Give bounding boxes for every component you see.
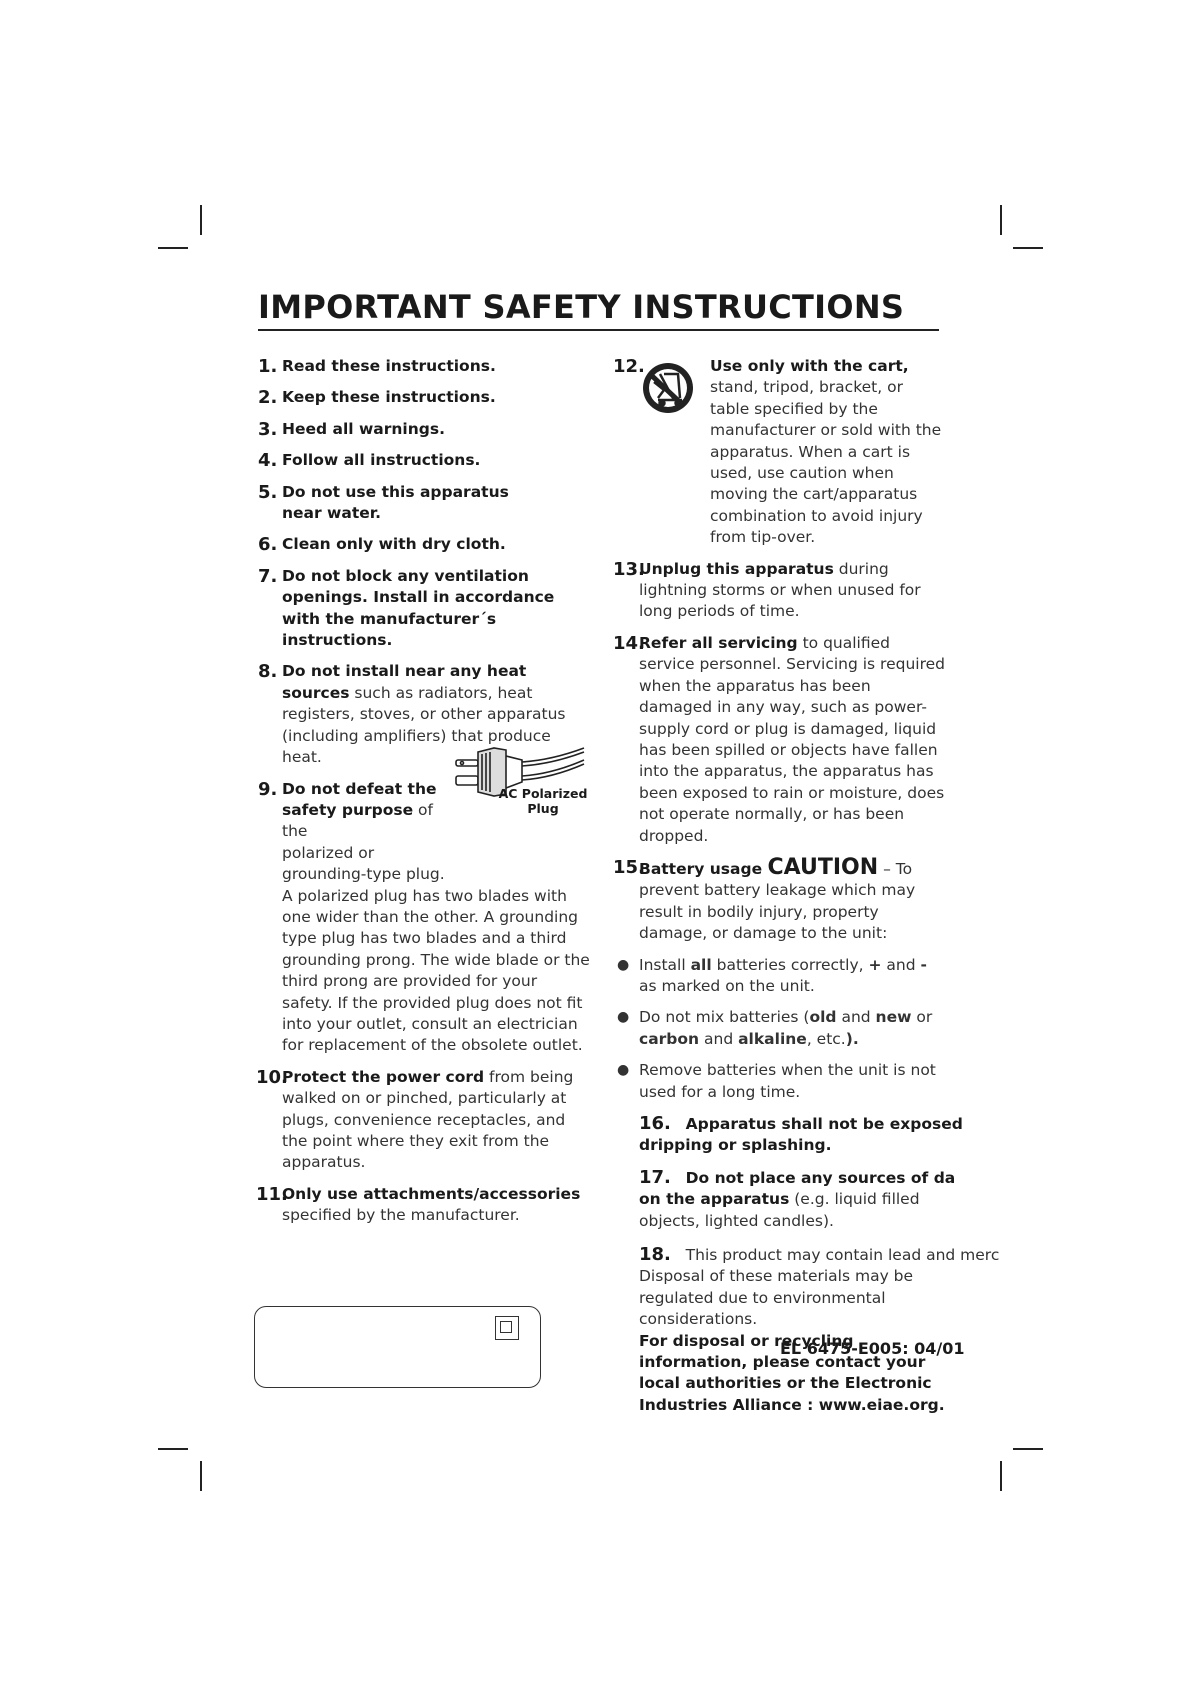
- instruction-11: [258, 1184, 590, 1227]
- instruction-1: [258, 356, 590, 377]
- battery-bullet-1: [615, 955, 945, 998]
- item-number: 3.: [258, 418, 278, 440]
- plug-label: AC Polarized Plug: [498, 786, 588, 816]
- instruction-13: [615, 559, 945, 623]
- instruction-14: [615, 633, 945, 847]
- item-bold: Use only with the cart,: [710, 357, 909, 375]
- instruction-4: [258, 450, 590, 471]
- item-number: 8.: [258, 661, 278, 683]
- crop-mark: [158, 1448, 188, 1450]
- item-number: 4.: [258, 450, 278, 472]
- item-text: Disposal of these materials may be regulated due to environmental considerations.: [639, 1267, 914, 1329]
- bullet-bold: all: [690, 955, 712, 974]
- crop-mark: [158, 247, 188, 249]
- bullet-dot-icon: ●: [617, 1009, 630, 1026]
- item-text: – To prevent battery leakage which may result in bodily injury, property damage, or damage to the unit:: [639, 859, 916, 943]
- item-text: A polarized plug has two blades with one wider than the other. A grounding type plug has two blades and a third grounding prong. The wide blade or the third prong are provided for your safety. If the provided plug does not fit into your outlet, consult an electrician for replacement of the obsolete outlet.: [282, 886, 590, 1055]
- item-text: This product may contain lead and merc: [685, 1246, 1000, 1265]
- bullet-bold: ).: [845, 1029, 859, 1048]
- item-text: Read these instructions.: [282, 357, 496, 375]
- item-number: 2.: [258, 387, 278, 409]
- bullet-text: and: [699, 1029, 739, 1048]
- crop-mark: [200, 1461, 202, 1491]
- document-code: EL 6475-E005: 04/01: [780, 1339, 965, 1358]
- bullet-text: and: [881, 955, 921, 974]
- instruction-7: [258, 566, 590, 652]
- item-text: stand,: [710, 378, 759, 397]
- item-bold: dripping or splashing.: [639, 1136, 832, 1155]
- item-number: 17.: [639, 1166, 671, 1188]
- item-bold: Only use attachments/accessories: [282, 1184, 581, 1203]
- item-number: 13.: [613, 558, 645, 580]
- item-text: such as radiators, heat registers, stoves, or other apparatus (including amplifiers) that produce heat.: [282, 683, 566, 767]
- bullet-bold: alkaline: [738, 1029, 807, 1048]
- bullet-dot-icon: ●: [617, 956, 630, 973]
- instruction-15: [613, 854, 945, 945]
- instruction-3: [258, 419, 590, 440]
- caution-label: CAUTION: [767, 854, 879, 880]
- battery-bullet-2: [615, 1007, 945, 1050]
- item-number: 11.: [256, 1183, 288, 1205]
- item-bold: safety purpose: [282, 800, 414, 819]
- item-number: 12.: [613, 356, 645, 377]
- item-number: 6.: [258, 534, 278, 556]
- item-text: Heed all warnings.: [282, 419, 445, 438]
- item-number: 15.: [613, 856, 645, 878]
- bullet-text: batteries correctly,: [711, 955, 869, 974]
- item-text: Keep these instructions.: [282, 388, 496, 407]
- item-text: to qualified service personnel. Servicing is required when the apparatus has been damaged in any way, such as power-supply cord or plug is damaged, liquid has been spilled or objects have fallen into the apparatus, the apparatus has been exposed to rain or moisture, does not operate normally, or has been dropped.: [639, 633, 945, 845]
- item-number: 7.: [258, 565, 278, 587]
- instruction-2: [258, 387, 590, 408]
- item-bold: Protect the power cord: [282, 1067, 485, 1086]
- item-number: 16.: [639, 1113, 671, 1134]
- item-text: grounding-type plug.: [282, 865, 445, 884]
- item-bold: Battery usage: [639, 859, 768, 878]
- item-text: specified by the manufacturer.: [282, 1206, 520, 1225]
- title-rule: [258, 329, 939, 331]
- item-bold: Apparatus shall not be exposed: [685, 1115, 963, 1133]
- instruction-9: [258, 779, 590, 1057]
- item-text: of the: [282, 800, 433, 841]
- item-text: Do not block any ventilation openings. Install in accordance with the manufacturer´s instructions.: [282, 566, 555, 650]
- crop-mark: [1013, 247, 1043, 249]
- item-number: 14.: [613, 632, 645, 654]
- instruction-16: [639, 1113, 963, 1157]
- instruction-18: [639, 1244, 1000, 1416]
- item-text: Do not use this apparatus near water.: [282, 482, 509, 523]
- item-number: 1.: [258, 356, 278, 377]
- item-bold: Do not place any sources of da: [685, 1168, 956, 1187]
- item-text: tripod, bracket, or table specified by the manufacturer or sold with the apparatus. When a cart is used, use caution when moving the cart/apparatus combination to avoid injury from tip-over.: [710, 378, 942, 547]
- bullet-bold: carbon: [639, 1029, 700, 1048]
- page-title: IMPORTANT SAFETY INSTRUCTIONS: [258, 288, 905, 326]
- crop-mark: [200, 205, 202, 235]
- bullet-text: Do not mix batteries (: [639, 1008, 810, 1027]
- instruction-5: [258, 482, 590, 525]
- instruction-10: [258, 1067, 590, 1174]
- item-bold: Unplug this apparatus: [639, 559, 834, 578]
- bullet-text: Install: [639, 955, 691, 974]
- item-bold: Refer all servicing: [639, 633, 798, 652]
- bullet-text: or: [911, 1008, 933, 1027]
- item-text: during lightning storms or when unused for long periods of time.: [639, 559, 921, 621]
- double-insulation-icon: [495, 1316, 519, 1340]
- item-text: from being walked on or pinched, particularly at plugs, convenience receptacles, and the point where they exit from the apparatus.: [282, 1067, 574, 1172]
- item-bold: Do not install near any heat sources: [282, 662, 527, 702]
- instruction-12: [615, 356, 945, 549]
- item-text: polarized or: [282, 843, 375, 862]
- item-number: 10.: [256, 1066, 288, 1088]
- bullet-text: Remove batteries when the unit is not used for a long time.: [639, 1061, 936, 1101]
- item-number: 5.: [258, 481, 278, 503]
- item-text: Follow all instructions.: [282, 451, 481, 470]
- crop-mark: [1000, 205, 1002, 235]
- bullet-dot-icon: ●: [617, 1062, 630, 1079]
- bullet-text: as marked on the unit.: [639, 976, 815, 995]
- item-bold: on the apparatus: [639, 1190, 790, 1209]
- crop-mark: [1000, 1461, 1002, 1491]
- battery-bullet-3: [615, 1060, 945, 1103]
- bullet-bold: new: [875, 1008, 912, 1027]
- right-column: [613, 356, 1000, 1416]
- item-text: (e.g. liquid filled objects, lighted candles).: [639, 1190, 920, 1230]
- item-bold: For disposal or recycling information, please contact your local authorities or the Electronic Industries Alliance : www.eiae.org.: [639, 1331, 945, 1414]
- bullet-text: and: [836, 1008, 876, 1027]
- instruction-6: [258, 534, 590, 555]
- item-number: 9.: [258, 778, 278, 800]
- item-number: 18.: [639, 1244, 671, 1266]
- bullet-text: , etc.: [806, 1029, 846, 1048]
- instruction-17: [639, 1166, 956, 1232]
- crop-mark: [1013, 1448, 1043, 1450]
- bullet-bold: +: [868, 955, 882, 974]
- item-bold: Do not defeat the: [282, 779, 437, 798]
- bullet-bold: old: [809, 1008, 837, 1027]
- item-text: Clean only with dry cloth.: [282, 535, 506, 554]
- bullet-bold: -: [920, 955, 927, 974]
